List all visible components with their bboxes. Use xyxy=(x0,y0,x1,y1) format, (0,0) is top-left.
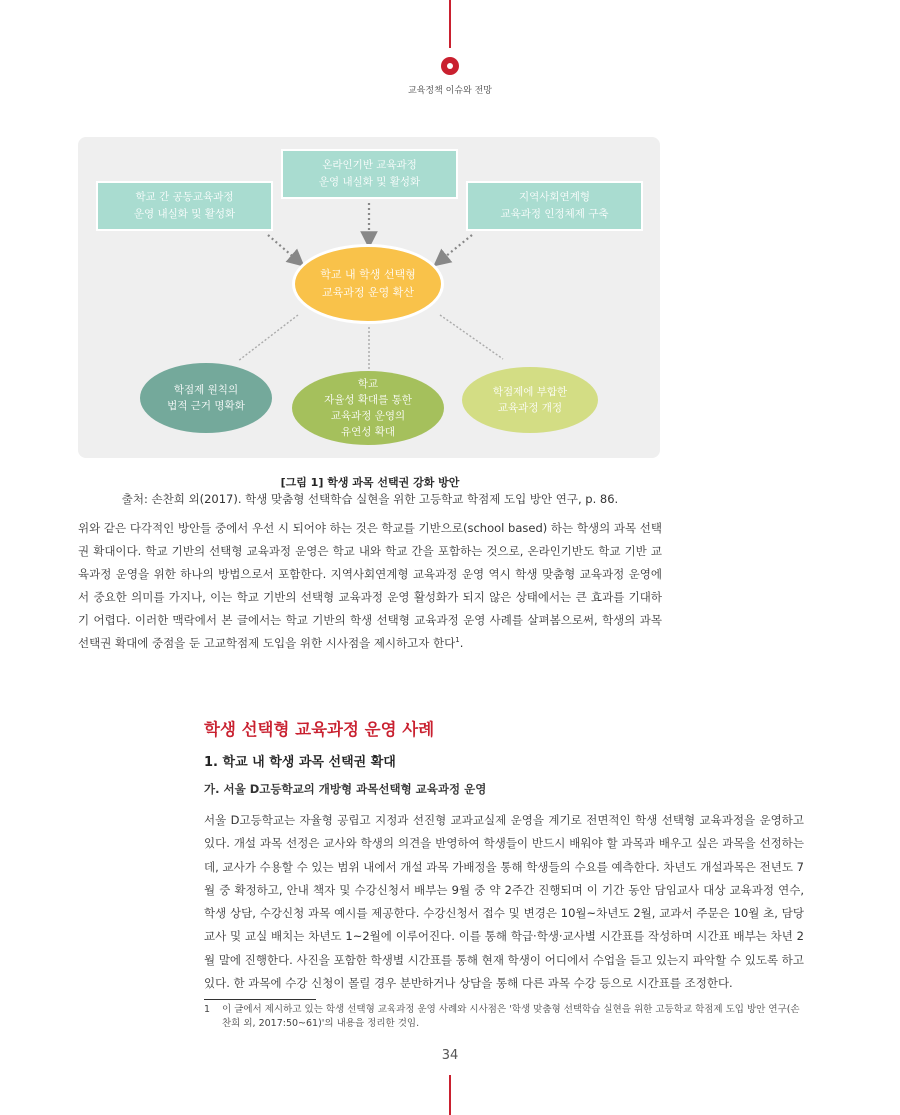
figure-source: 출처: 손찬희 외(2017). 학생 맞춤형 선택학습 실현을 위한 고등학교 학점제 도입 방안 연구, p. 86. xyxy=(121,492,619,506)
box-community-curriculum: 지역사회연계형 교육과정 인정체제 구축 xyxy=(466,181,643,231)
header-circle-icon xyxy=(441,57,459,75)
subsubsection-title: 가. 서울 D고등학교의 개방형 과목선택형 교육과정 운영 xyxy=(204,782,487,796)
section-title: 학생 선택형 교육과정 운영 사례 xyxy=(204,720,435,739)
figure-caption: [그림 1] 학생 과목 선택권 강화 방안 xyxy=(280,476,460,489)
page-number: 34 xyxy=(441,1048,459,1063)
link-right xyxy=(440,315,503,359)
footnote-ref: 1 xyxy=(455,636,460,645)
footnote xyxy=(204,1003,806,1031)
oval-school-autonomy: 학교 자율성 확대를 통한 교육과정 운영의 유연성 확대 xyxy=(292,371,444,445)
bottom-divider-line xyxy=(449,1075,451,1115)
footnote-number: 1 xyxy=(204,1004,211,1015)
running-header: 교육정책 이슈와 전망 xyxy=(408,86,492,96)
figure-diagram xyxy=(78,137,660,458)
center-oval: 학교 내 학생 선택형 교육과정 운영 확산 xyxy=(292,244,444,324)
subsection-title: 1. 학교 내 학생 과목 선택권 확대 xyxy=(204,755,396,770)
arrow-right xyxy=(440,235,472,261)
body-paragraph-2: 서울 D고등학교는 자율형 공립고 지정과 선진형 교과교실제 운영을 계기로 전면적인 학생 선택형 교육과정을 운영하고 있다. 개설 과목 선정은 교사와 학생의 의견을 반영하여 학생들이 반드시 배워야 할 과목과 배우고 싶은 과목을 선정하는데, 교사가 수용할 수 있는 범위 내에서 개설 과목 가배정을 통해 학생들의 수요를 예측한다. 차년도 개설과목은 전년도 7월 중 확정하고, 안내 책자 및 수강신청서 배부는 9월 중 약 2주간 진행되며 이 기간 동안 담임교사 대상 교육과정 연수, 학생 상담, 수강신청 과목 예시를 제공한다. 수강신청서 접수 및 변경은 10월~차년도 2월, 교과서 주문은 10월 초, 담당교사 및 교실 배치는 차년도 1~2월에 이루어진다. 이를 통해 학급·학생·교사별 시간표를 작성하며 시간표 배부는 차년 2월 말에 진행한다. 사진을 포함한 학생별 시간표를 통해 현재 학생이 어디에서 수업을 듣고 있는지 파악할 수 있도록 하고 있다. 한 과목에 수강 신청이 몰릴 경우 분반하거나 상담을 통해 다른 과목 수강 등으로 시간표를 조정한다. xyxy=(204,813,804,991)
link-left xyxy=(238,315,298,361)
oval-legal-basis: 학점제 원칙의 법적 근거 명확화 xyxy=(140,363,272,433)
top-divider-line xyxy=(449,0,451,48)
box-inter-school-curriculum: 학교 간 공동교육과정 운영 내실화 및 활성화 xyxy=(96,181,273,231)
footnote-divider xyxy=(204,999,316,1000)
footnote-text: 이 글에서 제시하고 있는 학생 선택형 교육과정 운영 사례와 시사점은 '학생 맞춤형 선택학습 실현을 위한 고등학교 학점제 도입 방안 연구(손찬희 외, 2017:50~61)'의 내용을 정리한 것임. xyxy=(222,1004,800,1029)
body-paragraph-1: 위와 같은 다각적인 방안들 중에서 우선 시 되어야 하는 것은 학교를 기반으로(school based) 하는 학생의 과목 선택권 확대이다. 학교 기반의 선택형 교육과정 운영은 학교 내와 학교 간을 포함하는 것으로, 온라인기반도 학교 기반 교육과정 운영을 위한 하나의 방법으로서 포함한다. 지역사회연계형 교육과정 운영 역시 학생 맞춤형 교육과정 운영에서 중요한 의미를 가지나, 이는 학교 기반의 선택형 교육과정 운영 활성화가 되지 않은 상태에서는 큰 효과를 기대하기 어렵다. 이러한 맥락에서 본 글에서는 학교 기반의 학생 선택형 교육과정 운영 사례를 살펴봄으로써, 학생의 과목 선택권 확대에 중점을 둔 고교학점제 도입을 위한 시사점을 제시하고자 한다$^1$. xyxy=(78,521,662,650)
oval-curriculum-revision: 학점제에 부합한 교육과정 개정 xyxy=(462,367,598,433)
arrow-left xyxy=(268,235,298,261)
box-online-curriculum: 온라인기반 교육과정 운영 내실화 및 활성화 xyxy=(281,149,458,199)
